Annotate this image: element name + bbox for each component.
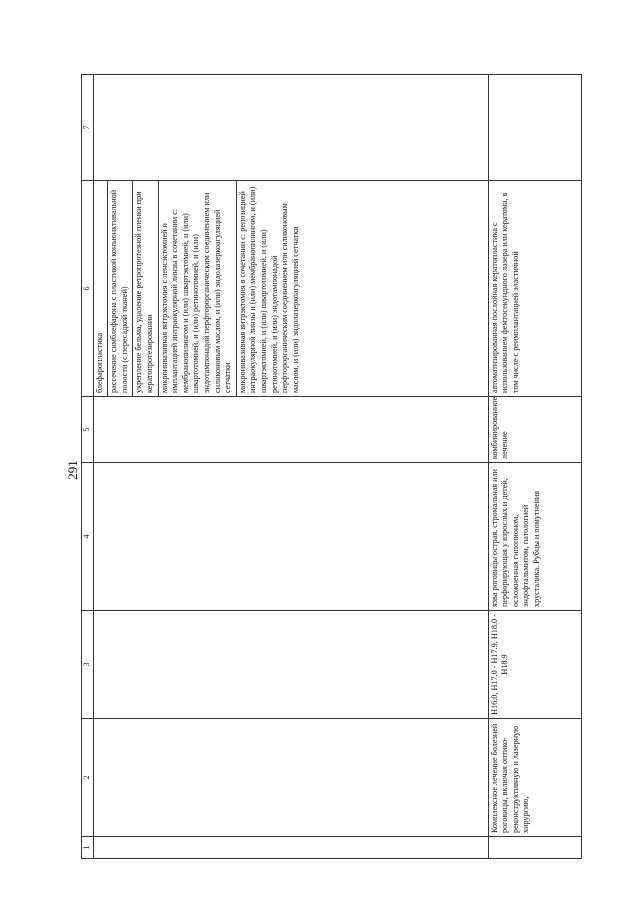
column-header: 1 (82, 837, 94, 859)
column-header-row (82, 75, 94, 859)
column-header: 4 (82, 463, 94, 611)
treatment-method: блефаропластика (94, 332, 104, 393)
column-header: 2 (82, 719, 94, 837)
table-row (488, 75, 581, 859)
table-cell (93, 719, 488, 837)
column-header: 7 (82, 75, 94, 181)
table-cell (93, 463, 488, 611)
table-cell (93, 397, 488, 463)
treatment-methods-cell (93, 181, 488, 397)
rotated-table-wrapper (81, 75, 583, 859)
table-cell (93, 75, 488, 181)
page-number: 291 (65, 460, 80, 480)
table-cell: Комплексное лечение болезней роговицы, включая оптико-реконструктивную и лазерную хирургию, (488, 719, 581, 837)
treatment-method: рассечение симблефарона с пластикой конъюнктивальной полости (с пересадкой тканей) (107, 181, 132, 396)
treatment-method: микроинвазивная витрэктомия с ленсэктомией и имплантацией интраокулярной линзы в сочетании с: мембранопилингом и (или) швартэктомией, и (или) швартотомией, и (или) ретинотомией, и (или) эндотампонадой перфторорганическим соединением или силиконовым маслом, и (или) эндолазеркоагуляцией сетчатки (158, 181, 236, 396)
icd-codes-cell: H16.0, H17.0 - H17.9, H18.0 - H18.9 (488, 611, 581, 719)
column-header: 5 (82, 397, 94, 463)
column-header: 3 (82, 611, 94, 719)
table-cell (93, 611, 488, 719)
diagnosis-cell: язва роговицы острая, стромальная или перфорирующая у взрослых и детей, осложненная гипопионом, эндофтальмитом, патологией хрусталика. Рубцы и помутнения (488, 463, 581, 611)
column-header: 6 (82, 181, 94, 397)
treatment-method-cell: автоматизированная послойная кератопластика с использованием фемтосекундного лазера или кератома, в том числе с реимплантацией эластичной (488, 181, 581, 397)
table-row (93, 75, 488, 859)
table-cell (488, 837, 581, 859)
treatment-method: укрепление бельма, удаление ретропротезной пленки при кератопротезировании (132, 181, 157, 396)
table-cell (488, 75, 581, 181)
procedures-table (81, 74, 582, 859)
treatment-method: микроинвазивная витрэктомия в сочетании с: репозицией интраокулярной линзы и (или) мембранопилингом, и (или) швартэктомией, и (или) швартотомией, и (или) ретинотомией, и (или) эндотампонадой перфторорганическим соединением или силиконовым маслом, и (или) эндолазеркоагуляцией сетчатки (236, 181, 304, 396)
table-cell (93, 837, 488, 859)
treatment-type-cell: комбинированное лечение (488, 397, 581, 463)
